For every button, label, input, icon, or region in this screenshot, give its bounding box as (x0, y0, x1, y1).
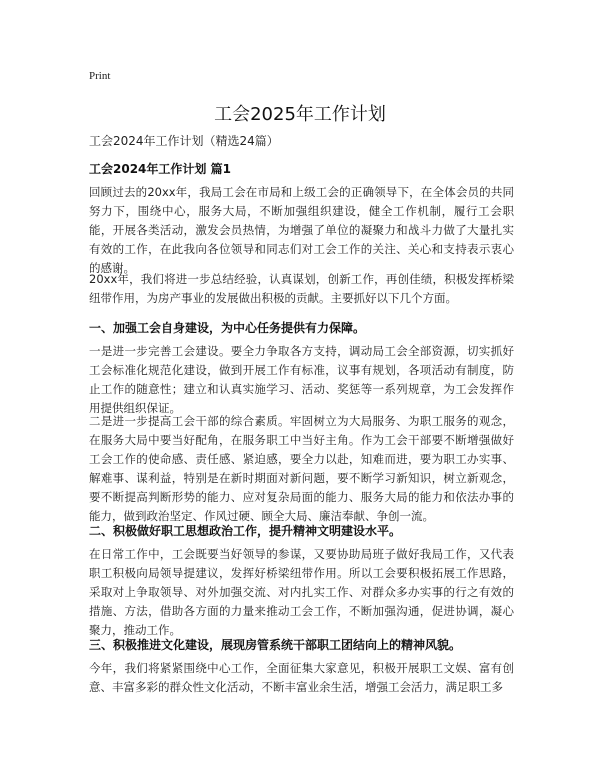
paragraph-review: 回顾过去的20xx年，我局工会在市局和上级工会的正确领导下，在全体会员的共同努力下，围绕中心，服务大局，不断加强组织建设，健全工作机制，履行工会职能，开展各类活动，激发会员热情，为增强了单位的凝聚力和战斗力做了大量扎实有效的工作，在此我向各位领导和同志们对工会工作的关注、关心和支持表示衷心的感谢。 (89, 185, 514, 275)
paragraph-section-3: 今年，我们将紧紧围绕中心工作，全面征集大家意见，积极开展职工文娱、富有创意、丰富多彩的群众性文化活动，不断丰富业余生活，增强工会活力，满足职工多 (89, 661, 514, 694)
print-link[interactable]: Print (89, 70, 111, 82)
paragraph-section-1a: 一是进一步完善工会建设。要全力争取各方支持，调动局工会全部资源，切实抓好工会标准化规范化建设，做到开展工作有标准，议事有规划，各项活动有制度，防止工作的随意性；建立和认真实施学习、活动、奖惩等一系列规章，为工会发挥作用提供组织保证。 (89, 344, 514, 415)
article-heading: 工会2024年工作计划 篇1 (89, 162, 231, 176)
section-heading-2: 二、积极做好职工思想政治工作，提升精神文明建设水平。 (89, 524, 402, 538)
section-heading-3: 三、积极推进文化建设，展现房管系统干部职工团结向上的精神风貌。 (89, 638, 462, 652)
paragraph-section-2: 在日常工作中，工会既要当好领导的参谋，又要协助局班子做好我局工作，又代表职工积极向局领导提建议，发挥好桥梁纽带作用。所以工会要积极拓展工作思路，采取对上争取领导、对外加强交流、对内扎实工作、对群众多办实事的行之有效的措施、方法，借助各方面的力量来推动工会工作，不断加强沟通，促进协调，凝心聚力，推动工作。 (89, 547, 514, 637)
section-heading-1: 一、加强工会自身建设，为中心任务提供有力保障。 (89, 321, 366, 335)
paragraph-plan-intro: 20xx年，我们将进一步总结经验，认真谋划，创新工作，再创佳绩，积极发挥桥梁纽带作用，为房产事业的发展做出积极的贡献。主要抓好以下几个方面。 (89, 272, 514, 305)
page-title: 工会2025年工作计划 (214, 104, 386, 125)
paragraph-section-1b: 二是进一步提高工会干部的综合素质。牢固树立为大局服务、为职工服务的观念，在服务大局中要当好配角，在服务职工中当好主角。作为工会干部要不断增强做好工会工作的使命感、责任感、紧迫感，要全力以赴，知难而进，要为职工办实事、解难事、谋利益，特别是在新时期面对新问题，要不断学习新知识，树立新观念，要不断提高判断形势的能力、应对复杂局面的能力、服务大局的能力和依法办事的能力，做到政治坚定、作风过硬、顾全大局、廉洁奉献、争创一流。 (89, 414, 514, 523)
document-subtitle: 工会2024年工作计划（精选24篇） (89, 134, 279, 148)
